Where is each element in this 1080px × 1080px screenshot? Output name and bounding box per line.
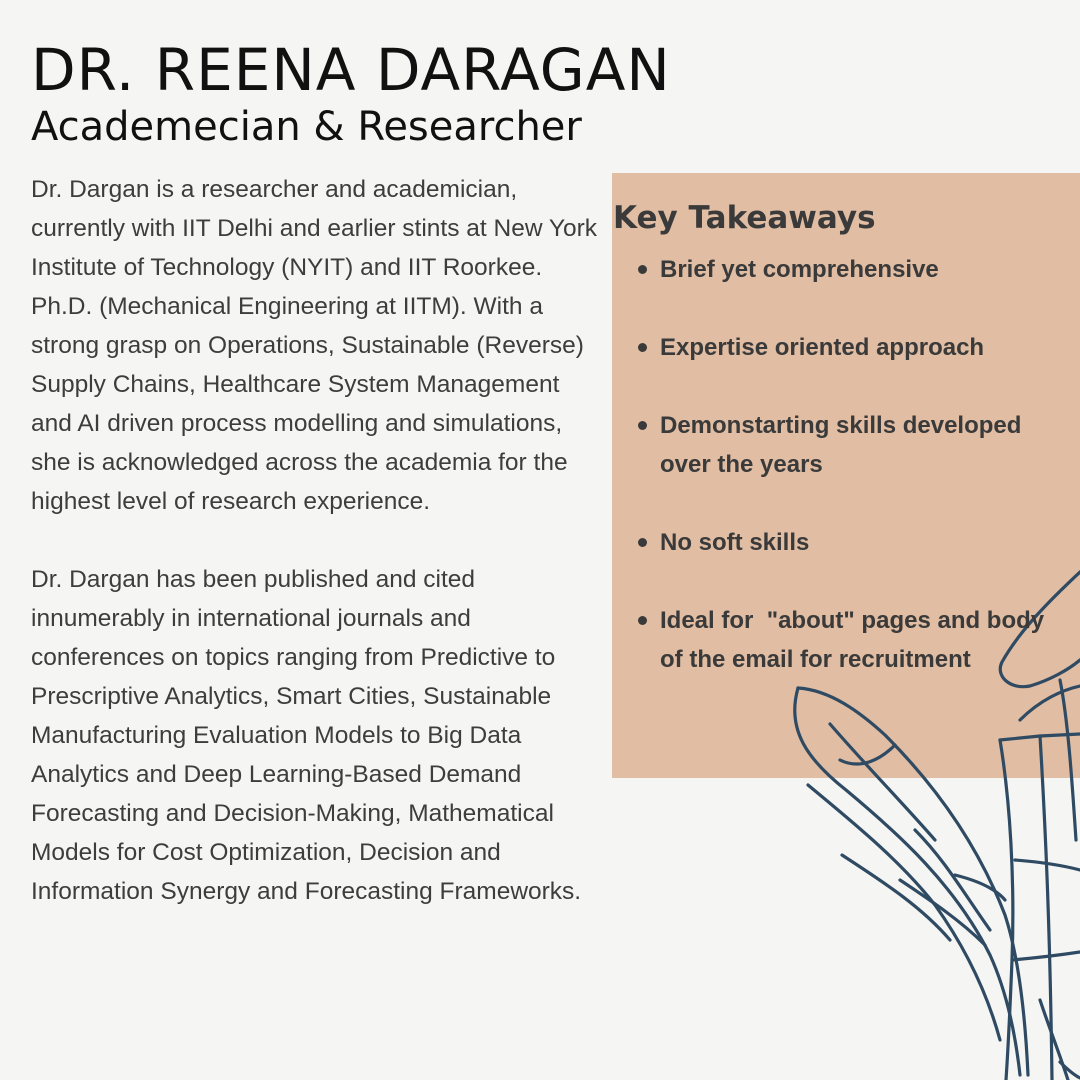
key-takeaways-list — [638, 250, 1058, 718]
bio-paragraph-2: Dr. Dargan has been published and cited innumerably in international journals and conferences on topics ranging from Predictive to Prescriptive Analytics, Smart Cities, Sustainable Manufacturing Evaluation Models to Big Data Analytics and Deep Learning-Based Demand Forecasting and Decision-Making, Mathematical Models for Cost Optimization, Decision and Information Synergy and Forecasting Frameworks. — [31, 566, 582, 905]
bullet-icon — [638, 265, 647, 274]
takeaway-item — [638, 406, 1058, 484]
bio-paragraph-1: Dr. Dargan is a researcher and academician, currently with IIT Delhi and earlier stints at New York Institute of Technology (NYIT) and IIT Roorkee. Ph.D. (Mechanical Engineering at IITM). With a strong grasp on Operations, Sustainable (Reverse) Supply Chains, Healthcare System Management and AI driven process modelling and simulations, she is acknowledged across the academia for the highest level of research experience. — [31, 176, 598, 515]
bullet-icon — [638, 343, 647, 352]
takeaway-item — [638, 328, 1058, 367]
takeaway-item — [638, 523, 1058, 562]
bullet-icon — [638, 538, 647, 547]
takeaway-text: Brief yet comprehensive — [660, 256, 939, 283]
person-role: Academecian & Researcher — [31, 104, 582, 150]
takeaway-text: Ideal for "about" pages and body of the email for recruitment — [660, 607, 1051, 673]
bullet-icon — [638, 616, 647, 625]
takeaway-item — [638, 250, 1058, 289]
bullet-icon — [638, 421, 647, 430]
takeaway-text: Demonstarting skills developed over the years — [660, 412, 1029, 478]
takeaway-text: Expertise oriented approach — [660, 334, 985, 361]
takeaway-item — [638, 601, 1058, 679]
bio-section — [31, 170, 603, 950]
person-name: DR. REENA DARAGAN — [31, 36, 671, 104]
takeaway-text: No soft skills — [660, 529, 810, 556]
key-takeaways-title: Key Takeaways — [613, 200, 876, 236]
